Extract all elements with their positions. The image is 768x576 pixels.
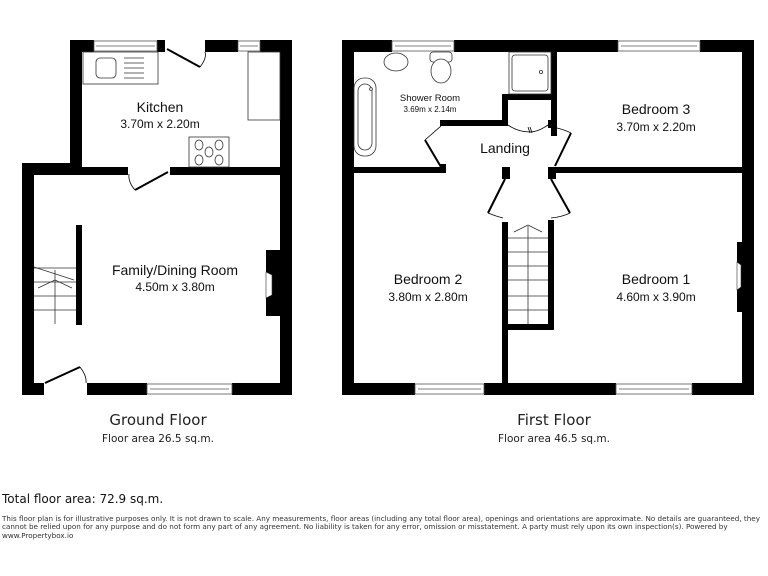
first-floor-title: First Floor bbox=[517, 411, 591, 429]
bedroom3-dims: 3.70m x 2.20m bbox=[616, 120, 696, 134]
first-stairs-icon bbox=[508, 225, 548, 324]
ground-floor-area: Floor area 26.5 sq.m. bbox=[102, 433, 214, 445]
family-room-walls bbox=[22, 163, 292, 395]
total-floor-area: Total floor area: 72.9 sq.m. bbox=[2, 492, 164, 506]
kitchen-door-icon-2 bbox=[129, 172, 168, 190]
family-room-dims: 4.50m x 3.80m bbox=[135, 280, 215, 294]
front-door-icon bbox=[45, 367, 86, 383]
kitchen-window-2 bbox=[238, 41, 260, 51]
kitchen-door-icon bbox=[167, 49, 205, 67]
fireplace-icon bbox=[266, 272, 272, 298]
bedroom2-dims: 3.80m x 2.80m bbox=[388, 290, 468, 304]
shower-room-window bbox=[392, 41, 454, 51]
hob-icon bbox=[189, 137, 229, 167]
family-room-window bbox=[147, 384, 232, 394]
bedroom1-dims: 4.60m x 3.90m bbox=[616, 290, 696, 304]
first-floor-area: Floor area 46.5 sq.m. bbox=[498, 433, 610, 445]
landing-name: Landing bbox=[480, 140, 530, 156]
shower-room-dims: 3.69m x 2.14m bbox=[403, 105, 457, 114]
family-room-name: Family/Dining Room bbox=[111, 262, 239, 278]
disclaimer-text: This floor plan is for illustrative purposes only. It is not drawn to scale. Any measurements, floor areas (including any total floor area), openings and orientations are approximate. No details are guaranteed, they cannot be relied upon for any purpose and do not form any part of any agreement. No liability is taken for any error, omission or misstatement. A party must rely upon its own inspection(s). Powered by www.Propertybox.io bbox=[2, 514, 760, 540]
basin-icon bbox=[384, 53, 408, 71]
ground-floor-plan bbox=[22, 40, 292, 395]
kitchen-counter bbox=[248, 52, 280, 120]
ground-floor-caption bbox=[58, 411, 258, 445]
bedroom3-name: Bedroom 3 bbox=[621, 101, 691, 117]
kitchen-name: Kitchen bbox=[136, 99, 184, 115]
ground-stairs-icon bbox=[34, 267, 76, 324]
ground-floor-title: Ground Floor bbox=[109, 411, 207, 429]
bedroom2-window bbox=[415, 384, 484, 394]
bedroom1-name: Bedroom 1 bbox=[621, 271, 691, 287]
shower-room-name: Shower Room bbox=[399, 93, 461, 104]
kitchen-window-1 bbox=[94, 41, 157, 51]
bedroom3-window bbox=[618, 41, 700, 51]
first-floor-plan bbox=[342, 40, 754, 395]
bedroom2-name: Bedroom 2 bbox=[393, 271, 463, 287]
bedroom1-fireplace-icon bbox=[737, 262, 741, 290]
sink-icon bbox=[83, 52, 158, 84]
first-floor-caption bbox=[454, 411, 654, 445]
kitchen-dims: 3.70m x 2.20m bbox=[120, 117, 200, 131]
bedroom1-window bbox=[616, 384, 692, 394]
